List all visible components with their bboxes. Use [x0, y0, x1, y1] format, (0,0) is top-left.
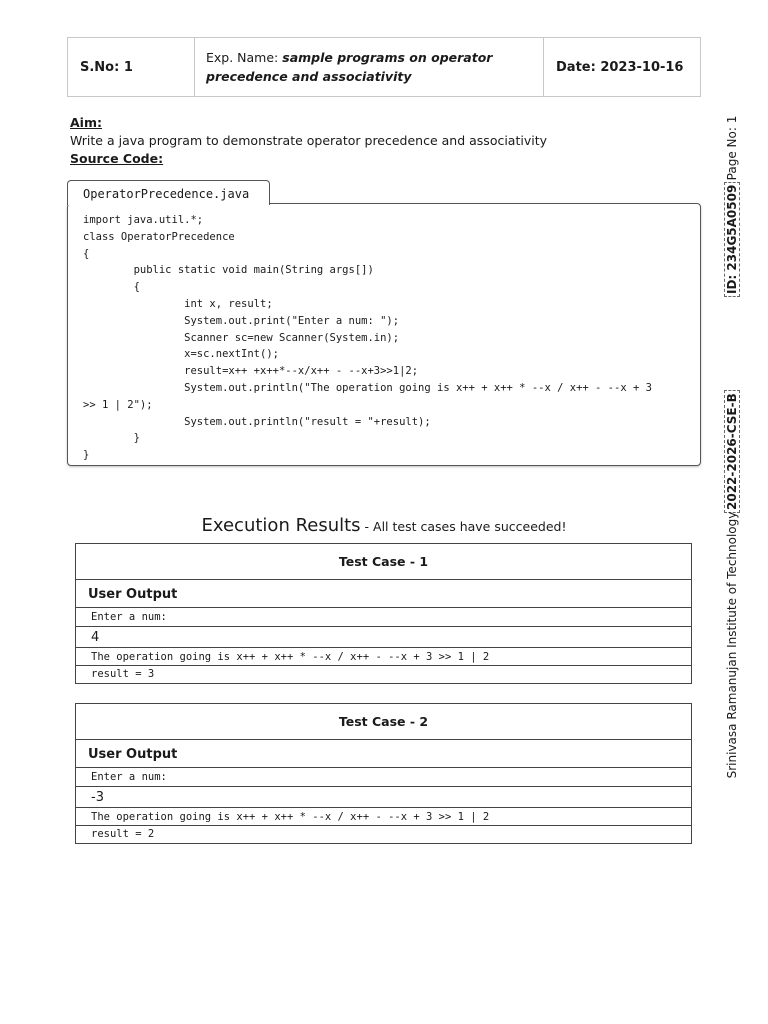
code-line: import java.util.*;	[83, 214, 204, 226]
code-line: public static void main(String args[])	[83, 264, 374, 277]
code-line: class OperatorPrecedence	[83, 230, 235, 243]
code-line: System.out.println("The operation going is x++ + x++ * --x / x++ - --x + 3	[83, 382, 652, 394]
output-operation: The operation going is x++ + x++ * --x / x++ - --x + 3 >> 1 | 2	[76, 808, 691, 826]
test-case-title: Test Case - 1	[76, 544, 691, 580]
source-code-heading: Source Code:	[70, 151, 164, 166]
exp-name-prefix: Exp. Name:	[206, 50, 283, 65]
code-line: {	[83, 281, 140, 294]
execution-title: Execution Results	[201, 515, 361, 536]
exp-title-line1: sample programs on operator	[282, 50, 493, 65]
code-line: }	[83, 432, 140, 445]
output-prompt: Enter a num:	[76, 608, 691, 627]
aim-heading: Aim:	[70, 115, 102, 130]
code-line: result=x++ +x++*--x/x++ - --x+3>>1|2;	[83, 365, 419, 378]
code-line: System.out.print("Enter a num: ");	[83, 314, 400, 327]
test-case-title: Test Case - 2	[76, 704, 691, 740]
experiment-name	[195, 38, 544, 96]
execution-subtitle: - All test cases have succeeded!	[360, 519, 567, 534]
user-output-label: User Output	[76, 580, 691, 608]
code-line: }	[83, 449, 90, 462]
student-id: ID: 234G5A0509	[724, 182, 740, 297]
serial-number: S.No: 1	[68, 38, 195, 96]
code-line: System.out.println("result = "+result);	[83, 415, 431, 428]
code-line: x=sc.nextInt();	[83, 348, 279, 361]
test-case-1	[75, 543, 692, 684]
sidebar-batch	[725, 393, 741, 513]
experiment-date: Date: 2023-10-16	[556, 59, 684, 75]
execution-results-title	[0, 515, 768, 536]
code-line: Scanner sc=new Scanner(System.in);	[83, 331, 400, 344]
output-result: result = 2	[91, 828, 155, 840]
code-line: {	[83, 247, 90, 260]
code-line: >> 1 | 2");	[83, 398, 153, 411]
sidebar-institute: Srinivasa Ramanujan Institute of Technology	[725, 511, 739, 779]
user-input: 4	[76, 627, 691, 648]
test-case-2	[75, 703, 692, 844]
filename-tab[interactable]: OperatorPrecedence.java	[67, 180, 270, 205]
user-input: -3	[76, 787, 691, 808]
aim-text: Write a java program to demonstrate operator precedence and associativity	[70, 133, 548, 148]
user-output-label: User Output	[76, 740, 691, 768]
output-result: result = 3	[91, 668, 155, 680]
code-line: int x, result;	[83, 298, 273, 310]
exp-title-line2: precedence and associativity	[206, 69, 412, 84]
sidebar-id	[725, 184, 741, 297]
sidebar-page-number: Page No: 1	[725, 115, 739, 181]
batch-code: 2022-2026-CSE-B	[724, 390, 740, 513]
output-prompt: Enter a num:	[76, 768, 691, 787]
header-table	[67, 37, 701, 97]
output-operation: The operation going is x++ + x++ * --x / x++ - --x + 3 >> 1 | 2	[76, 648, 691, 666]
